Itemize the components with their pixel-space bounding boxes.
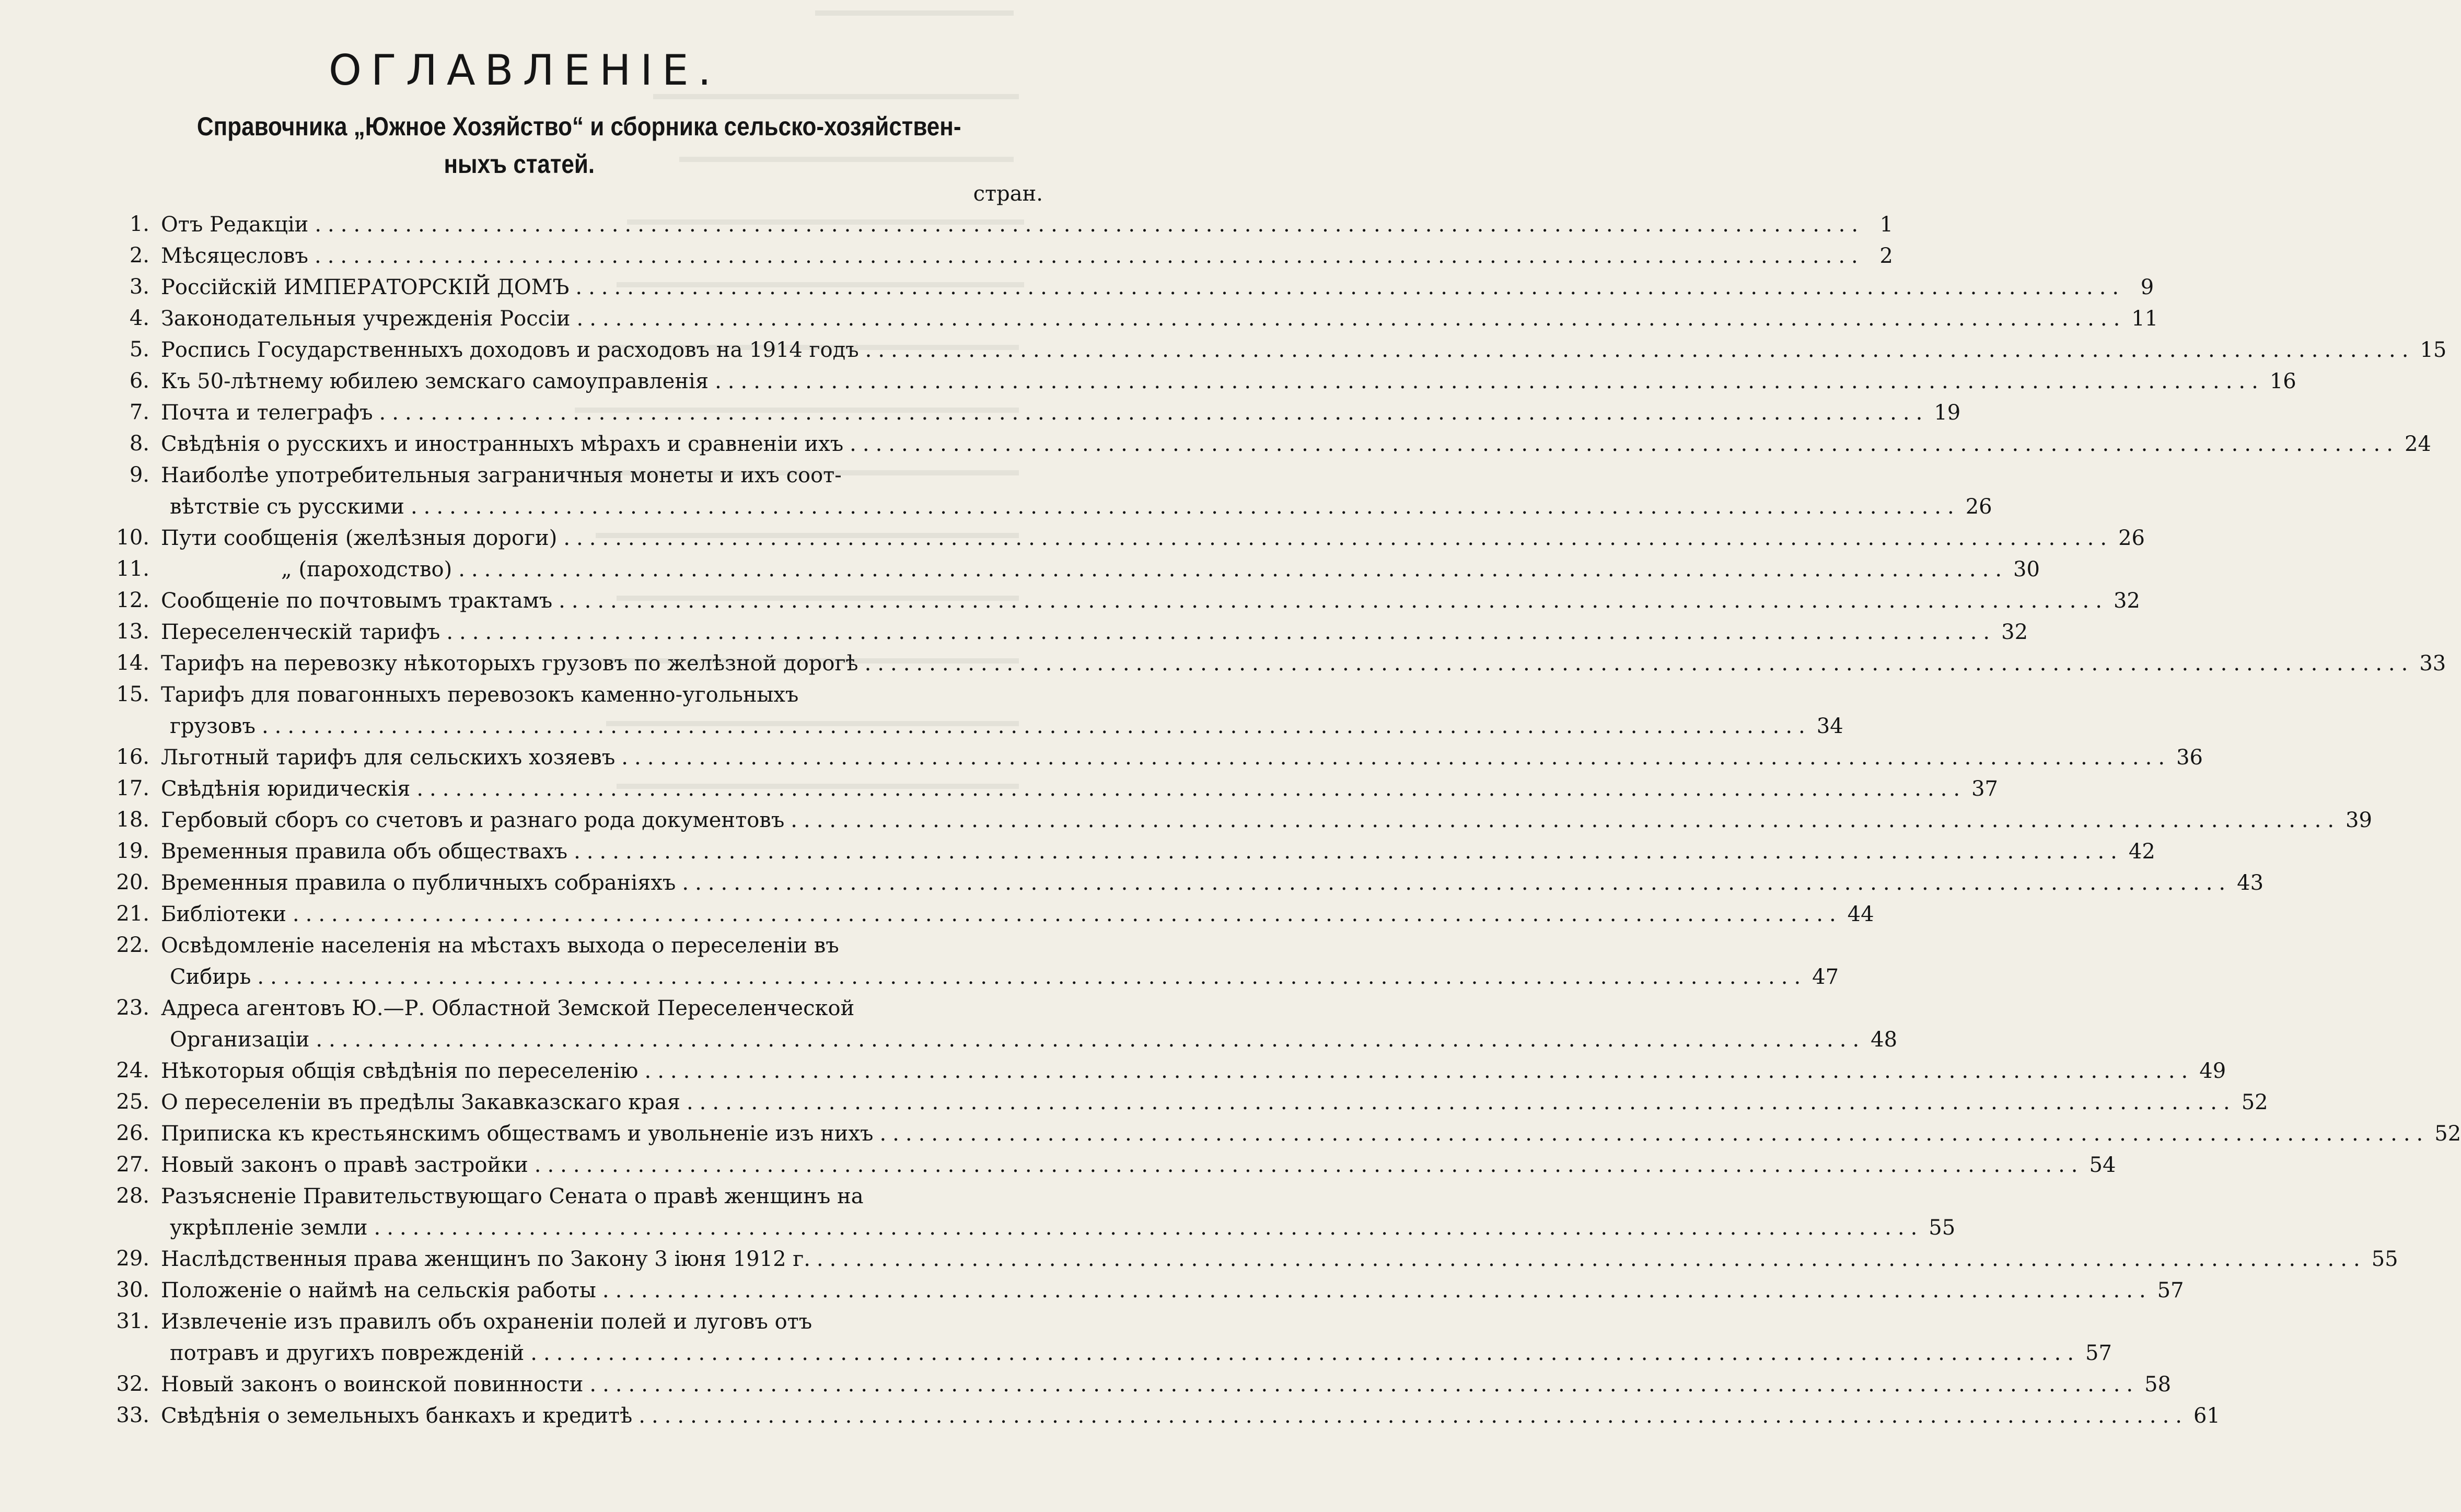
dot-leader: ........................................................................................................................ — [292, 902, 1842, 926]
toc-entry-page: 44 — [1847, 902, 1874, 926]
toc-entry-number: 21. — [116, 902, 149, 926]
dot-leader: ........................................................................................................................ — [602, 1278, 2152, 1302]
toc-entry — [0, 648, 2446, 679]
toc-entry-title: Законодательныя учрежденія Россіи — [161, 307, 571, 331]
toc-entry-page: 30 — [2013, 557, 2040, 581]
toc-entry-page: 39 — [2346, 808, 2372, 832]
toc-entry-page: 49 — [2199, 1059, 2226, 1083]
toc-entry-line — [170, 1337, 2112, 1369]
page-column-header: стран. — [973, 182, 1043, 206]
toc-entry-line — [161, 554, 2040, 585]
dot-leader: ........................................................................................................................ — [850, 432, 2399, 456]
toc-entry-line — [161, 397, 1961, 428]
dot-leader: ........................................................................................................................ — [575, 275, 2126, 299]
toc-entry-number: 16. — [116, 745, 149, 769]
toc-entry-line — [161, 773, 1999, 805]
toc-entry-line — [161, 1400, 2220, 1432]
toc-entry-title: Наслѣдственныя права женщинъ по Закону 3 іюня 1912 г. — [161, 1247, 810, 1271]
toc-entry-number: 27. — [116, 1153, 149, 1177]
toc-entry-page: 54 — [2089, 1153, 2116, 1177]
toc-entry-title: Льготный тарифъ для сельскихъ хозяевъ — [161, 746, 616, 770]
toc-entry-title: вѣтствіе съ русскими — [170, 495, 404, 519]
toc-entry — [0, 899, 1874, 930]
toc-entry-page: 16 — [2269, 369, 2296, 393]
toc-entry-line — [170, 1212, 1956, 1243]
toc-entry-title: грузовъ — [170, 714, 256, 738]
toc-entry-line — [161, 648, 2446, 679]
toc-entry-number: 25. — [116, 1090, 149, 1114]
toc-entry — [0, 303, 2158, 334]
dot-leader: ........................................................................................................................ — [559, 589, 2108, 613]
toc-entry-title: Организаціи — [170, 1028, 310, 1052]
dot-leader: ........................................................................................................................ — [621, 746, 2172, 770]
toc-list — [0, 209, 2461, 1432]
toc-entry-page: 9 — [2140, 275, 2154, 299]
dot-leader: ........................................................................................................................ — [791, 808, 2341, 832]
toc-entry — [0, 1243, 2398, 1275]
dot-leader: ........................................................................................................................ — [686, 1090, 2236, 1114]
toc-entry-line — [161, 1243, 2398, 1275]
toc-entry-title: Къ 50-лѣтнему юбилею земскаго самоуправленія — [161, 369, 709, 393]
toc-entry-title: Библіотеки — [161, 902, 286, 926]
toc-entry-number: 8. — [129, 432, 149, 456]
toc-entry-line — [161, 428, 2431, 460]
toc-entry-line — [161, 679, 1028, 711]
toc-entry — [0, 240, 1893, 272]
toc-entry-number: 20. — [116, 870, 149, 894]
toc-entry-title: Приписка къ крестьянскимъ обществамъ и увольненіе изъ нихъ — [161, 1122, 874, 1146]
dot-leader: ........................................................................................................................ — [576, 307, 2127, 331]
toc-entry-title: Переселенческій тарифъ — [161, 620, 440, 644]
dot-leader: ........................................................................................................................ — [715, 369, 2265, 393]
toc-entry — [0, 554, 2040, 585]
toc-entry-number: 3. — [129, 275, 149, 299]
toc-entry-number: 2. — [129, 243, 149, 267]
toc-entry-number: 29. — [116, 1247, 149, 1271]
dot-leader: ........................................................................................................................ — [379, 401, 1929, 425]
toc-entry-title: Свѣдѣнія о земельныхъ банкахъ и кредитѣ — [161, 1404, 633, 1428]
toc-entry-page: 32 — [2001, 620, 2028, 644]
toc-entry-title: Новый законъ о воинской повинности — [161, 1373, 584, 1397]
toc-entry-title: „ (пароходство) — [281, 557, 452, 581]
toc-entry-title: О переселеніи въ предѣлы Закавказскаго края — [161, 1090, 680, 1114]
toc-entry-page: 2 — [1879, 244, 1893, 268]
toc-entry — [0, 1149, 2116, 1181]
dot-leader: ........................................................................................................................ — [458, 557, 2009, 581]
dot-leader: ........................................................................................................................ — [315, 213, 1865, 237]
toc-entry-title: Временныя правила объ обществахъ — [161, 840, 568, 864]
toc-entry-number: 17. — [116, 776, 149, 800]
toc-entry — [0, 1087, 2268, 1118]
toc-entry-number: 9. — [129, 463, 149, 487]
toc-entry-title: Тарифъ на перевозку нѣкоторыхъ грузовъ по желѣзной дорогѣ — [161, 652, 858, 676]
toc-entry-line — [161, 460, 1028, 491]
toc-entry-number: 19. — [116, 839, 149, 863]
toc-entry — [0, 460, 1992, 522]
toc-entry-title: Тарифъ для повагонныхъ перевозокъ каменно-угольныхъ — [161, 683, 799, 707]
toc-entry-number: 12. — [116, 588, 149, 612]
toc-entry-title: Мѣсяцесловъ — [161, 244, 308, 268]
subtitle-line-2: ныхъ статей. — [444, 149, 595, 179]
toc-entry-line — [170, 491, 1992, 522]
toc-entry — [0, 1181, 1956, 1243]
toc-entry-line — [161, 930, 1028, 961]
dot-leader: ........................................................................................................................ — [879, 1122, 2430, 1146]
toc-entry — [0, 272, 2154, 303]
dot-leader: ........................................................................................................................ — [410, 495, 1960, 519]
toc-entry-title: Нѣкоторыя общія свѣдѣнія по переселенію — [161, 1059, 639, 1083]
toc-entry — [0, 1118, 2461, 1149]
toc-entry — [0, 1275, 2184, 1306]
toc-entry-title: Роспись Государственныхъ доходовъ и расходовъ на 1914 годъ — [161, 338, 859, 362]
toc-entry-page: 15 — [2420, 338, 2447, 362]
toc-entry-line — [161, 742, 2203, 773]
dot-leader: ........................................................................................................................ — [446, 620, 1996, 644]
toc-entry-page: 1 — [1879, 213, 1894, 237]
toc-entry-page: 47 — [1812, 965, 1839, 989]
toc-entry-line — [170, 961, 1839, 993]
dot-leader: ........................................................................................................................ — [257, 965, 1807, 989]
toc-entry-number: 26. — [116, 1121, 149, 1145]
toc-entry-page: 33 — [2419, 652, 2446, 676]
toc-entry-line — [161, 303, 2158, 334]
toc-entry — [0, 585, 2140, 617]
dot-leader: ........................................................................................................................ — [563, 526, 2114, 550]
dot-leader: ........................................................................................................................ — [374, 1216, 1924, 1240]
dot-leader: ........................................................................................................................ — [682, 871, 2232, 895]
toc-entry — [0, 679, 1843, 742]
toc-entry-page: 61 — [2193, 1404, 2220, 1428]
toc-entry-page: 55 — [1929, 1216, 1956, 1240]
page-subtitle — [112, 108, 1046, 183]
toc-entry-page: 42 — [2128, 840, 2155, 864]
toc-entry-number: 32. — [116, 1372, 149, 1396]
toc-entry — [0, 1055, 2226, 1087]
toc-entry-title: Наиболѣе употребительныя заграничныя монеты и ихъ соот- — [161, 463, 842, 487]
toc-entry-line — [161, 522, 2145, 554]
toc-entry-line — [161, 1275, 2184, 1306]
toc-entry-title: Свѣдѣнія юридическія — [161, 777, 411, 801]
toc-entry-line — [161, 1149, 2116, 1181]
toc-entry-page: 26 — [2118, 526, 2145, 550]
toc-entry-line — [161, 1181, 1028, 1212]
dot-leader: ........................................................................................................................ — [865, 338, 2415, 362]
page-title: ОГЛАВЛЕНІЕ. — [329, 46, 721, 95]
toc-entry-page: 36 — [2176, 746, 2203, 770]
toc-entry-line — [161, 1087, 2268, 1118]
toc-entry-number: 7. — [129, 400, 149, 424]
toc-entry-line — [161, 1369, 2172, 1400]
toc-entry-title: потравъ и другихъ поврежденій — [170, 1341, 525, 1365]
dot-leader: ........................................................................................................................ — [314, 244, 1864, 268]
toc-entry-title: укрѣпленіе земли — [170, 1216, 368, 1240]
toc-entry-line — [161, 836, 2155, 867]
toc-entry-number: 24. — [116, 1059, 149, 1083]
toc-entry-page: 11 — [2131, 307, 2158, 331]
toc-entry — [0, 993, 1898, 1055]
toc-entry-number: 18. — [116, 808, 149, 832]
toc-entry-line — [161, 240, 1893, 272]
toc-entry-page: 58 — [2144, 1373, 2172, 1397]
toc-entry-page: 37 — [1971, 777, 1999, 801]
toc-entry-number: 10. — [116, 526, 149, 550]
toc-entry-line — [161, 805, 2372, 836]
toc-entry-title: Извлеченіе изъ правилъ объ охраненіи полей и луговъ отъ — [161, 1310, 812, 1334]
toc-entry-title: Свѣдѣнія о русскихъ и иностранныхъ мѣрахъ и сравненіи ихъ — [161, 432, 844, 456]
toc-entry — [0, 209, 1894, 240]
dot-leader: ........................................................................................................................ — [816, 1247, 2366, 1271]
toc-entry-page: 32 — [2113, 589, 2140, 613]
dot-leader: ........................................................................................................................ — [864, 652, 2414, 676]
toc-entry — [0, 1369, 2172, 1400]
toc-entry-line — [161, 993, 1028, 1024]
toc-entry-title: Россійскій ИМПЕРАТОРСКІЙ ДОМЪ — [161, 275, 570, 299]
dot-leader: ........................................................................................................................ — [644, 1059, 2195, 1083]
toc-entry — [0, 867, 2264, 899]
toc-entry-title: Освѣдомленіе населенія на мѣстахъ выхода о переселеніи въ — [161, 934, 839, 958]
toc-entry-page: 52 — [2241, 1090, 2268, 1114]
toc-entry-page: 48 — [1871, 1028, 1898, 1052]
toc-entry-title: Почта и телеграфъ — [161, 401, 373, 425]
toc-entry-page: 43 — [2237, 871, 2264, 895]
toc-entry-page: 26 — [1965, 495, 1992, 519]
toc-entry-line — [161, 334, 2447, 366]
toc-entry — [0, 366, 2296, 397]
dot-leader: ........................................................................................................................ — [534, 1153, 2084, 1177]
toc-entry-line — [161, 617, 2028, 648]
toc-entry-line — [161, 366, 2296, 397]
toc-entry-number: 31. — [116, 1309, 149, 1333]
toc-entry — [0, 836, 2155, 867]
toc-entry-number: 15. — [116, 682, 149, 706]
toc-entry-number: 5. — [129, 338, 149, 362]
dot-leader: ........................................................................................................................ — [574, 840, 2123, 864]
toc-entry-line — [170, 711, 1843, 742]
toc-entry-page: 57 — [2085, 1341, 2112, 1365]
dot-leader: ........................................................................................................................ — [316, 1028, 1866, 1052]
toc-entry-number: 33. — [116, 1403, 149, 1427]
toc-entry-line — [161, 867, 2264, 899]
toc-entry-line — [170, 1024, 1898, 1055]
toc-entry-line — [161, 272, 2154, 303]
toc-entry-number: 23. — [116, 996, 149, 1020]
toc-entry-title: Пути сообщенія (желѣзныя дороги) — [161, 526, 558, 550]
toc-entry — [0, 773, 1999, 805]
toc-entry-title: Новый законъ о правѣ застройки — [161, 1153, 528, 1177]
toc-entry-number: 6. — [129, 369, 149, 393]
toc-entry-number: 28. — [116, 1184, 149, 1208]
toc-entry — [0, 522, 2145, 554]
toc-entry-title: Адреса агентовъ Ю.—Р. Областной Земской Переселенческой — [161, 996, 855, 1020]
toc-entry-title: Сообщеніе по почтовымъ трактамъ — [161, 589, 553, 613]
dot-leader: ........................................................................................................................ — [530, 1341, 2081, 1365]
dot-leader: ........................................................................................................................ — [589, 1373, 2140, 1397]
toc-entry-page: 34 — [1816, 714, 1843, 738]
subtitle-line-1: Справочника „Южное Хозяйство“ и сборника сельско-хозяйствен- — [196, 112, 961, 141]
toc-entry-line — [161, 899, 1874, 930]
toc-entry-title: Временныя правила о публичныхъ собраніяхъ — [161, 871, 676, 895]
toc-entry-number: 30. — [116, 1278, 149, 1302]
toc-entry-number: 1. — [129, 212, 149, 236]
toc-entry-line — [161, 209, 1894, 240]
toc-entry-title: Сибирь — [170, 965, 251, 989]
dot-leader: ........................................................................................................................ — [416, 777, 1967, 801]
toc-entry — [0, 930, 1839, 993]
toc-entry — [0, 397, 1961, 428]
toc-entry-line — [161, 585, 2140, 617]
toc-entry-line — [161, 1306, 1028, 1337]
toc-entry-number: 14. — [116, 651, 149, 675]
toc-entry — [0, 742, 2203, 773]
toc-entry-number: 13. — [116, 620, 149, 644]
toc-entry-title: Разъясненіе Правительствующаго Сената о правѣ женщинъ на — [161, 1184, 864, 1208]
toc-entry — [0, 334, 2447, 366]
toc-entry — [0, 805, 2372, 836]
toc-entry-page: 19 — [1934, 401, 1961, 425]
toc-entry-number: 4. — [129, 306, 149, 330]
toc-entry-page: 57 — [2157, 1278, 2184, 1302]
toc-entry — [0, 1400, 2220, 1432]
toc-entry-number: 22. — [116, 933, 149, 957]
toc-entry-page: 24 — [2404, 432, 2431, 456]
toc-entry-line — [161, 1118, 2461, 1149]
toc-entry-page: 52 — [2434, 1122, 2461, 1146]
toc-entry-title: Отъ Редакціи — [161, 213, 309, 237]
dot-leader: ........................................................................................................................ — [639, 1404, 2189, 1428]
toc-entry-title: Положеніе о наймѣ на сельскія работы — [161, 1278, 596, 1302]
toc-entry-title: Гербовый сборъ со счетовъ и разнаго рода документовъ — [161, 808, 785, 832]
dot-leader: ........................................................................................................................ — [261, 714, 1812, 738]
toc-entry — [0, 1306, 2112, 1369]
toc-entry — [0, 617, 2028, 648]
toc-entry-line — [161, 1055, 2226, 1087]
toc-entry-page: 55 — [2371, 1247, 2398, 1271]
toc-entry — [0, 428, 2431, 460]
toc-entry-number: 11. — [116, 557, 149, 581]
